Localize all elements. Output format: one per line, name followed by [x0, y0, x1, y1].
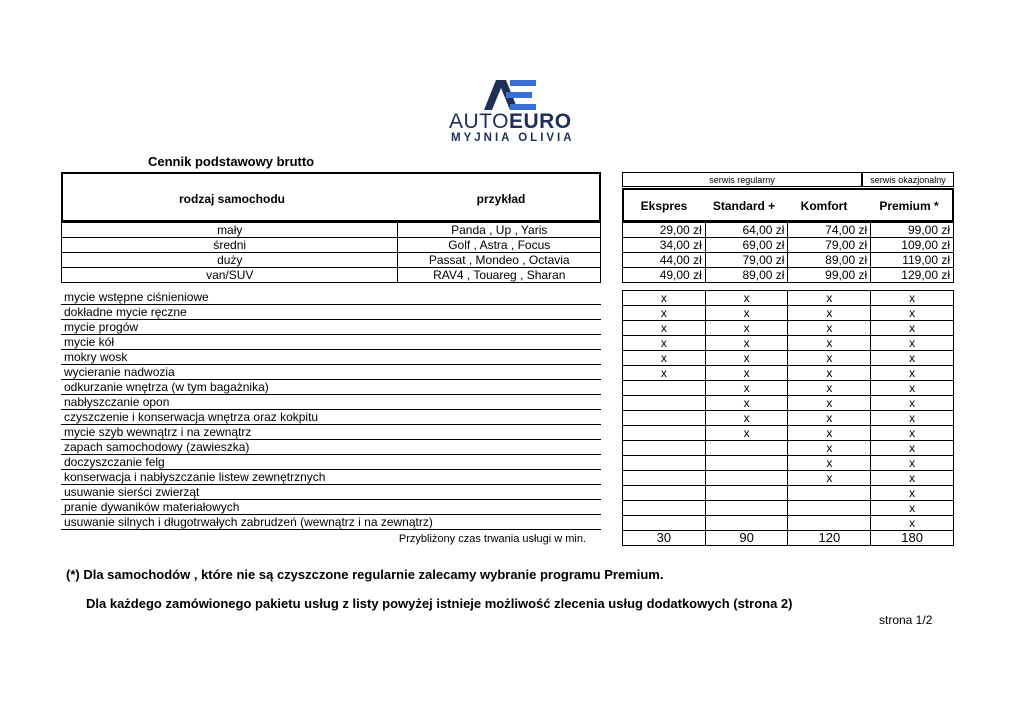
price-cell: 74,00 zł	[788, 223, 871, 238]
included-mark	[623, 471, 706, 486]
included-mark: x	[871, 411, 954, 426]
service-name: doczyszczanie felg	[61, 455, 601, 470]
included-mark: x	[871, 381, 954, 396]
included-mark: x	[623, 291, 706, 306]
marks-row	[623, 456, 954, 471]
included-mark: x	[871, 291, 954, 306]
included-mark	[623, 381, 706, 396]
included-mark	[623, 426, 706, 441]
included-mark: x	[871, 396, 954, 411]
included-mark	[788, 516, 871, 531]
marks-row	[623, 291, 954, 306]
service-row	[61, 500, 601, 515]
included-mark	[623, 456, 706, 471]
price-cell: 109,00 zł	[871, 238, 954, 253]
duration-value: 90	[705, 531, 788, 546]
included-mark: x	[705, 336, 788, 351]
included-mark: x	[871, 486, 954, 501]
included-mark: x	[788, 306, 871, 321]
price-cell: 129,00 zł	[871, 268, 954, 283]
service-row	[61, 320, 601, 335]
included-mark: x	[705, 366, 788, 381]
included-mark: x	[788, 336, 871, 351]
price-cell: 89,00 zł	[705, 268, 788, 283]
service-row	[61, 395, 601, 410]
marks-row	[623, 486, 954, 501]
marks-row	[623, 321, 954, 336]
included-mark: x	[871, 351, 954, 366]
included-mark: x	[788, 351, 871, 366]
service-name: usuwanie sierści zwierząt	[61, 485, 601, 500]
included-mark: x	[788, 471, 871, 486]
header-package-standard: Standard +	[712, 199, 776, 213]
price-cell: 64,00 zł	[705, 223, 788, 238]
service-row	[61, 335, 601, 350]
marks-row	[623, 426, 954, 441]
vehicle-example: Golf , Astra , Focus	[398, 238, 601, 253]
included-mark: x	[623, 306, 706, 321]
service-name: mycie wstępne ciśnieniowe	[61, 290, 601, 305]
table-row	[62, 268, 601, 283]
included-mark: x	[623, 336, 706, 351]
included-mark: x	[871, 336, 954, 351]
vehicle-table-header	[61, 172, 601, 222]
logo-mark-icon	[484, 80, 536, 110]
included-mark: x	[871, 471, 954, 486]
included-mark: x	[705, 321, 788, 336]
service-name: mycie progów	[61, 320, 601, 335]
service-row	[61, 290, 601, 305]
marks-row	[623, 306, 954, 321]
services-table	[61, 290, 601, 530]
logo-wordmark: AUTOEURO	[449, 110, 572, 133]
included-mark: x	[788, 441, 871, 456]
service-row	[61, 380, 601, 395]
header-package-ekspres: Ekspres	[640, 199, 688, 213]
table-row	[623, 238, 954, 253]
included-mark: x	[788, 426, 871, 441]
autoeuro-logo	[440, 74, 580, 146]
duration-label: Przybliżony czas trwania usługi w min.	[398, 533, 586, 545]
vehicle-table	[61, 222, 601, 283]
header-package-premium: Premium *	[879, 199, 939, 213]
header-regular-service: serwis regularny	[622, 172, 862, 187]
included-mark: x	[705, 351, 788, 366]
price-cell: 119,00 zł	[871, 253, 954, 268]
price-cell: 79,00 zł	[788, 238, 871, 253]
vehicle-example: Panda , Up , Yaris	[398, 223, 601, 238]
duration-value: 120	[788, 531, 871, 546]
included-mark: x	[788, 456, 871, 471]
service-row	[61, 425, 601, 440]
marks-row	[623, 366, 954, 381]
duration-value: 180	[871, 531, 954, 546]
included-mark: x	[623, 321, 706, 336]
service-name: nabłyszczanie opon	[61, 395, 601, 410]
price-cell: 99,00 zł	[788, 268, 871, 283]
duration-value: 30	[623, 531, 706, 546]
included-mark: x	[871, 426, 954, 441]
marks-row	[623, 501, 954, 516]
included-mark: x	[871, 516, 954, 531]
price-cell: 29,00 zł	[623, 223, 706, 238]
price-cell: 49,00 zł	[623, 268, 706, 283]
page-number: strona 1/2	[879, 613, 933, 627]
vehicle-type: mały	[62, 223, 398, 238]
table-row	[623, 223, 954, 238]
included-mark: x	[705, 411, 788, 426]
price-cell: 99,00 zł	[871, 223, 954, 238]
service-row	[61, 455, 601, 470]
marks-row	[623, 351, 954, 366]
table-row	[62, 223, 601, 238]
included-mark: x	[788, 321, 871, 336]
included-mark: x	[623, 366, 706, 381]
service-name: mycie szyb wewnątrz i na zewnątrz	[61, 425, 601, 440]
additional-services-note: Dla każdego zamówionego pakietu usług z listy powyżej istnieje możliwość zlecenia usług dodatkowych (strona 2)	[86, 596, 793, 611]
service-name: zapach samochodowy (zawieszka)	[61, 440, 601, 455]
vehicle-example: RAV4 , Touareg , Sharan	[398, 268, 601, 283]
included-mark: x	[871, 501, 954, 516]
package-table-header	[622, 172, 954, 222]
included-mark: x	[705, 291, 788, 306]
table-row	[62, 238, 601, 253]
marks-row	[623, 336, 954, 351]
table-row	[623, 253, 954, 268]
marks-row	[623, 381, 954, 396]
included-mark: x	[705, 381, 788, 396]
included-mark	[788, 486, 871, 501]
included-mark: x	[788, 291, 871, 306]
included-mark: x	[705, 396, 788, 411]
price-cell: 69,00 zł	[705, 238, 788, 253]
header-example: przykład	[476, 192, 526, 206]
included-mark	[788, 501, 871, 516]
included-mark: x	[788, 411, 871, 426]
duration-row	[623, 531, 954, 546]
included-mark	[705, 516, 788, 531]
service-row	[61, 515, 601, 530]
header-occasional-service: serwis okazjonalny	[862, 172, 954, 187]
service-name: konserwacja i nabłyszczanie listew zewnętrznych	[61, 470, 601, 485]
marks-row	[623, 516, 954, 531]
included-mark	[623, 486, 706, 501]
service-row	[61, 365, 601, 380]
vehicle-example: Passat , Mondeo , Octavia	[398, 253, 601, 268]
included-mark	[705, 501, 788, 516]
service-name: mokry wosk	[61, 350, 601, 365]
included-mark: x	[871, 366, 954, 381]
service-name: pranie dywaników materiałowych	[61, 500, 601, 515]
included-mark	[705, 441, 788, 456]
included-mark: x	[705, 306, 788, 321]
service-row	[61, 485, 601, 500]
service-row	[61, 470, 601, 485]
included-mark: x	[871, 321, 954, 336]
table-row	[62, 253, 601, 268]
price-cell: 34,00 zł	[623, 238, 706, 253]
service-name: mycie kół	[61, 335, 601, 350]
price-list-title: Cennik podstawowy brutto	[148, 154, 315, 169]
vehicle-type: średni	[62, 238, 398, 253]
included-mark: x	[871, 306, 954, 321]
header-package-komfort: Komfort	[800, 199, 848, 213]
price-cell: 89,00 zł	[788, 253, 871, 268]
service-row	[61, 350, 601, 365]
service-name: wycieranie nadwozia	[61, 365, 601, 380]
service-name: dokładne mycie ręczne	[61, 305, 601, 320]
premium-note: (*) Dla samochodów , które nie są czyszczone regularnie zalecamy wybranie programu Premium.	[66, 567, 664, 582]
included-mark: x	[788, 381, 871, 396]
marks-row	[623, 471, 954, 486]
included-mark: x	[788, 396, 871, 411]
included-mark	[623, 396, 706, 411]
price-cell: 44,00 zł	[623, 253, 706, 268]
header-vehicle-type: rodzaj samochodu	[178, 192, 285, 206]
logo-subtitle: MYJNIA OLIVIA	[451, 132, 575, 144]
included-mark: x	[705, 426, 788, 441]
included-mark: x	[788, 366, 871, 381]
included-mark	[705, 456, 788, 471]
vehicle-type: duży	[62, 253, 398, 268]
included-mark	[705, 486, 788, 501]
service-name: usuwanie silnych i długotrwałych zabrudzeń (wewnątrz i na zewnątrz)	[61, 515, 601, 530]
table-row	[623, 268, 954, 283]
package-marks-table	[622, 290, 954, 546]
price-cell: 79,00 zł	[705, 253, 788, 268]
included-mark	[623, 441, 706, 456]
marks-row	[623, 441, 954, 456]
service-row	[61, 305, 601, 320]
included-mark	[623, 501, 706, 516]
service-name: czyszczenie i konserwacja wnętrza oraz kokpitu	[61, 410, 601, 425]
price-table	[622, 222, 954, 283]
included-mark	[623, 516, 706, 531]
marks-row	[623, 411, 954, 426]
included-mark	[623, 411, 706, 426]
included-mark: x	[871, 456, 954, 471]
vehicle-type: van/SUV	[62, 268, 398, 283]
marks-row	[623, 396, 954, 411]
included-mark: x	[623, 351, 706, 366]
service-row	[61, 410, 601, 425]
included-mark	[705, 471, 788, 486]
service-name: odkurzanie wnętrza (w tym bagażnika)	[61, 380, 601, 395]
included-mark: x	[871, 441, 954, 456]
service-row	[61, 440, 601, 455]
